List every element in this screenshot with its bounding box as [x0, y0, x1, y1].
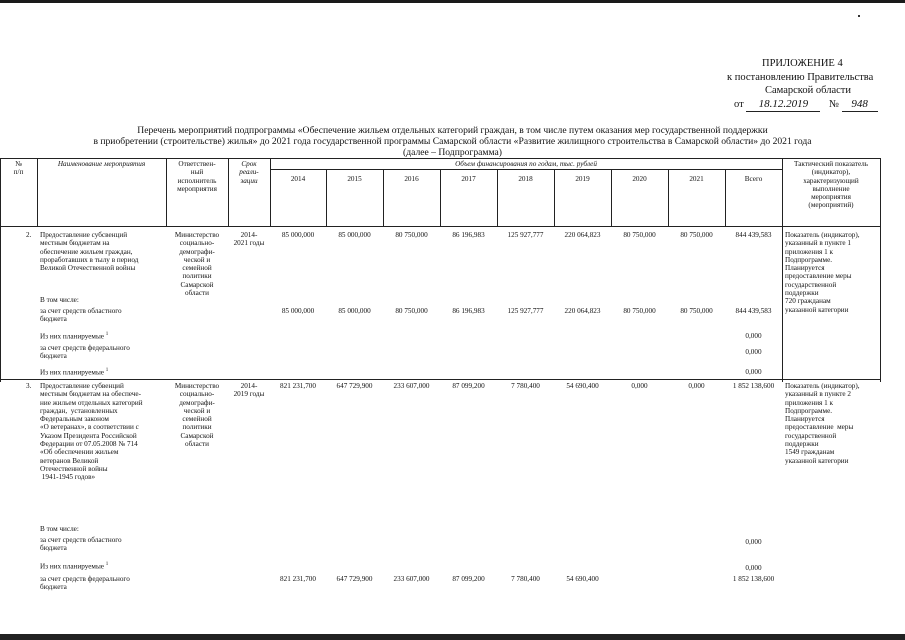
row-term: 2014- 2021 годы	[233, 231, 265, 248]
header-col-number: № п/п	[13, 160, 24, 177]
scan-speck	[858, 15, 860, 17]
sub-planned-total: 0,000	[745, 564, 762, 572]
sub-regional-2015: 85 000,000	[338, 307, 371, 315]
row-number: 2.	[26, 231, 32, 239]
sub-federal-2016: 233 607,000	[393, 575, 430, 583]
header-year-2021: 2021	[689, 175, 704, 183]
document-title-line-1: Перечень мероприятий подпрограммы «Обеспечение жильем отдельных категорий граждан, в том числе путем оказания мер государственной поддержки	[137, 125, 768, 136]
sub-federal-total: 0,000	[745, 348, 762, 356]
sub-federal-2015: 647 729,900	[336, 575, 373, 583]
appendix-date-line	[734, 98, 878, 112]
value-2021: 80 750,000	[680, 231, 713, 239]
number-prefix: №	[828, 99, 839, 110]
sub-planned-total: 0,000	[745, 368, 762, 376]
header-year-2017: 2017	[461, 175, 476, 183]
value-2014: 821 231,700	[280, 382, 316, 390]
value-2019: 220 064,823	[564, 231, 601, 239]
row-responsible: Министерство социально- демографи- ческой и семейной политики Самарской области	[174, 382, 220, 448]
header-year-2020: 2020	[632, 175, 647, 183]
header-year-2015: 2015	[347, 175, 362, 183]
header-total: Всего	[744, 175, 763, 183]
sub-regional-2016: 80 750,000	[395, 307, 428, 315]
sub-federal-2018: 7 780,400	[511, 575, 540, 583]
value-2021: 0,000	[688, 382, 705, 390]
row-number: 3.	[26, 382, 32, 390]
value-2020: 80 750,000	[623, 231, 656, 239]
sub-regional-2017: 86 196,983	[452, 307, 485, 315]
sub-regional-2019: 220 064,823	[564, 307, 601, 315]
appendix-title: ПРИЛОЖЕНИЕ 4	[762, 58, 843, 69]
header-col-responsible: Ответствен- ный исполнитель мероприятия	[177, 160, 217, 193]
value-2018: 125 927,777	[507, 231, 544, 239]
value-total: 1 852 138,600	[732, 382, 775, 390]
row-name: Предоставление субсвенций местным бюджетам на обеспечение жильем граждан, проработавших в тылу в период Великой Отечественной войны	[40, 231, 139, 273]
value-2020: 0,000	[631, 382, 648, 390]
value-total: 844 439,583	[735, 231, 772, 239]
sub-planned-total: 0,000	[745, 332, 762, 340]
row-responsible: Министерство социально- демографи- ческой и семейной политики Самарской области	[174, 231, 220, 297]
sub-in-total: В том числе:	[40, 525, 79, 533]
sub-regional-total: 844 439,583	[735, 307, 772, 315]
value-2016: 80 750,000	[395, 231, 428, 239]
sub-regional-label: за счет средств областного бюджета	[40, 307, 122, 324]
header-year-2014: 2014	[290, 175, 306, 183]
row-name: Предоставление субвенций местным бюджетам на обеспече- ние жильем отдельных категорий граждан, установленных Федеральным законом «О ветеранах», в соответствии с Указом Президента Российской Федерации от 07.05.2008 № 714 «Об обеспечении жильем ветеранов Великой Отечественной войны 1941-1945 годов»	[40, 382, 143, 482]
number-handwritten: 948	[842, 98, 878, 112]
date-prefix: от	[734, 99, 744, 110]
sub-planned-label: Из них планируемые $^1$	[40, 562, 109, 571]
header-year-2019: 2019	[575, 175, 590, 183]
header-col-term: Срок реали- зации	[239, 160, 259, 185]
value-2017: 86 196,983	[452, 231, 485, 239]
sub-federal-total: 1 852 138,600	[732, 575, 775, 583]
sub-planned-label: Из них планируемые $^1$	[40, 332, 109, 341]
date-handwritten: 18.12.2019	[746, 98, 820, 112]
sub-in-total: В том числе:	[40, 296, 79, 304]
sub-federal-2019: 54 690,400	[566, 575, 599, 583]
value-2014: 85 000,000	[281, 231, 315, 239]
header-year-2016: 2016	[404, 175, 419, 183]
value-2015: 647 729,900	[336, 382, 373, 390]
sub-federal-label: за счет средств федерального бюджета	[40, 575, 130, 592]
value-2018: 7 780,400	[511, 382, 540, 390]
row-indicator: Показатель (индикатор), указанный в пункте 1 приложения 1 к Подпрограмме. Планируется предоставление меры государственной поддержки 720 гражданам указанной категории	[785, 231, 860, 314]
row-term: 2014- 2019 годы	[233, 382, 265, 399]
sub-regional-2021: 80 750,000	[680, 307, 713, 315]
sub-federal-2017: 87 099,200	[452, 575, 485, 583]
scan-top-border	[0, 0, 905, 3]
scan-bottom-border	[0, 634, 905, 640]
sub-federal-label: за счет средств федерального бюджета	[40, 344, 130, 361]
row-indicator: Показатель (индикатор), указанный в пункте 2 приложения 1 к Подпрограмме. Планируется предоставление меры государственной поддержки 1549 гражданам указанной категории	[785, 382, 860, 465]
header-funding-group: Объем финансирования по годам, тыс. рублей	[455, 160, 597, 168]
sub-regional-2014: 85 000,000	[281, 307, 315, 315]
header-col-indicator: Тактический показатель (индикатор), характеризующий выполнение мероприятия (мероприятий)	[794, 160, 868, 210]
sub-regional-total: 0,000	[745, 538, 762, 546]
sub-regional-2018: 125 927,777	[507, 307, 544, 315]
document-title-line-3: (далее – Подпрограмма)	[403, 147, 502, 158]
sub-planned-label: Из них планируемые $^1$	[40, 368, 109, 377]
document-title-line-2: в приобретении (строительстве) жилья» до 2021 года государственной программы Самарской области «Развитие жилищного строительства в Самарской области» до 2021 года	[93, 136, 812, 147]
header-col-name: Наименование мероприятия	[57, 160, 146, 168]
sub-regional-label: за счет средств областного бюджета	[40, 536, 122, 553]
appendix-line-1: к постановлению Правительства	[727, 72, 874, 83]
value-2016: 233 607,000	[393, 382, 430, 390]
appendix-line-2: Самарской области	[765, 85, 851, 96]
sub-federal-2014: 821 231,700	[280, 575, 316, 583]
value-2015: 85 000,000	[338, 231, 371, 239]
value-2017: 87 099,200	[452, 382, 485, 390]
value-2019: 54 690,400	[566, 382, 599, 390]
sub-regional-2020: 80 750,000	[623, 307, 656, 315]
header-year-2018: 2018	[518, 175, 533, 183]
